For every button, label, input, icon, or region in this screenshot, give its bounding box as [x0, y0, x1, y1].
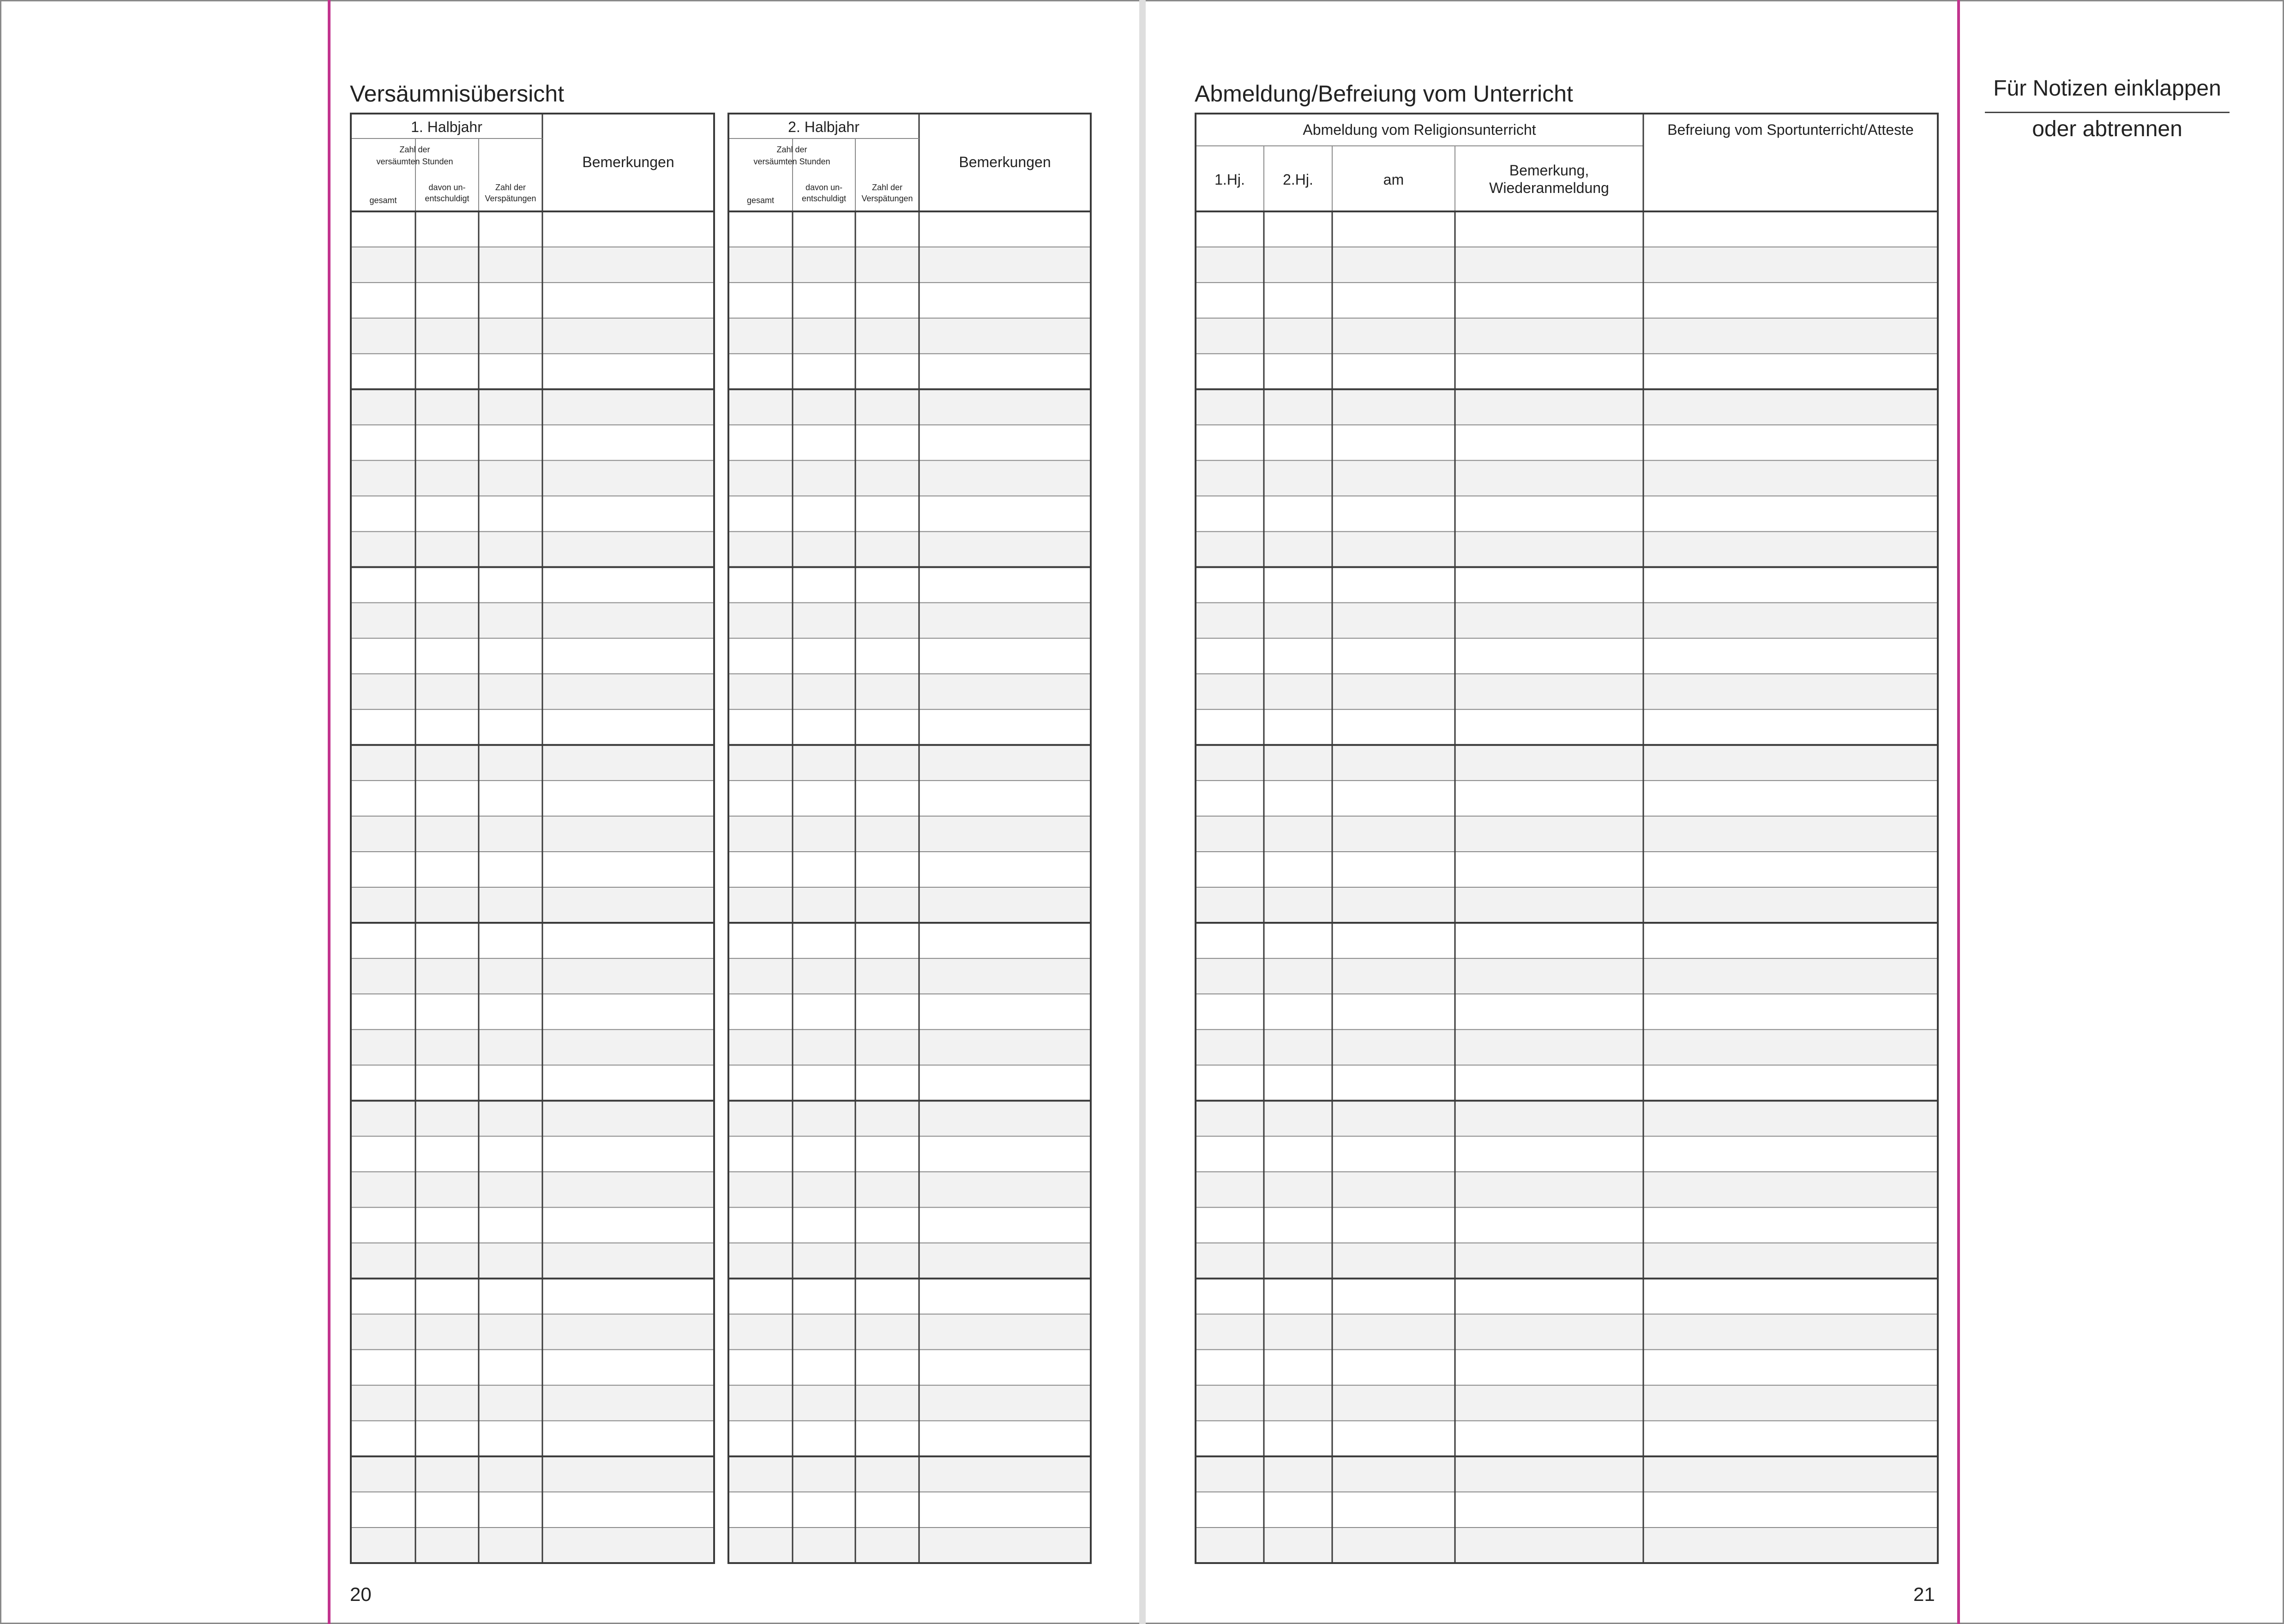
halfyear2-missed-hours-label: Zahl der	[776, 145, 807, 154]
halfyear2-zebra-row	[728, 958, 1091, 994]
halfyear2-zebra-row	[728, 1172, 1091, 1207]
halfyear2-zebra-row	[728, 1243, 1091, 1279]
halfyear1-missed-hours-label: versäumten Stunden	[376, 157, 453, 166]
col-hj1: 1.Hj.	[1214, 171, 1245, 188]
halfyear1-zebra-row	[351, 603, 714, 638]
halfyear2-halfyear-title: 2. Halbjahr	[788, 119, 860, 135]
halfyear1-zebra-row	[351, 674, 714, 710]
halfyear2-col-remarks: Bemerkungen	[959, 154, 1051, 170]
halfyear2-zebra-row	[728, 603, 1091, 638]
exemption-zebra-row	[1196, 1101, 1938, 1136]
exemption-zebra-row	[1196, 1172, 1938, 1207]
col-am: am	[1383, 171, 1404, 188]
halfyear2-zebra-row	[728, 674, 1091, 710]
halfyear2-zebra-row	[728, 318, 1091, 354]
halfyear2-missed-hours-label: versäumten Stunden	[753, 157, 830, 166]
religion-header: Abmeldung vom Religionsunterricht	[1303, 121, 1536, 138]
halfyear2-zebra-row	[728, 816, 1091, 852]
halfyear1-col-late: Zahl der	[495, 183, 526, 192]
exemption-zebra-row	[1196, 958, 1938, 994]
halfyear1-missed-hours-label: Zahl der	[399, 145, 430, 154]
halfyear1-halfyear-title: 1. Halbjahr	[411, 119, 482, 135]
halfyear1-zebra-row	[351, 745, 714, 781]
exemption-zebra-row	[1196, 603, 1938, 638]
halfyear1-col-total: gesamt	[369, 196, 397, 205]
exemption-zebra-row	[1196, 674, 1938, 710]
halfyear1-zebra-row	[351, 958, 714, 994]
exemption-zebra-row	[1196, 247, 1938, 283]
exemption-zebra-row	[1196, 318, 1938, 354]
exemption-zebra-row	[1196, 745, 1938, 781]
halfyear2-zebra-row	[728, 1314, 1091, 1350]
halfyear1-zebra-row	[351, 389, 714, 425]
exemption-zebra-row	[1196, 389, 1938, 425]
halfyear1-zebra-row	[351, 1101, 714, 1136]
halfyear2-zebra-row	[728, 1101, 1091, 1136]
halfyear2-zebra-row	[728, 1456, 1091, 1492]
halfyear2-zebra-row	[728, 389, 1091, 425]
exemption-zebra-row	[1196, 887, 1938, 923]
halfyear1-col-late: Verspätungen	[485, 194, 536, 203]
halfyear2-zebra-row	[728, 1029, 1091, 1065]
col-hj2: 2.Hj.	[1283, 171, 1313, 188]
halfyear1-zebra-row	[351, 460, 714, 496]
exemption-zebra-row	[1196, 531, 1938, 567]
halfyear1-zebra-row	[351, 1385, 714, 1421]
notes-flap-line1: Für Notizen einklappen	[1993, 76, 2221, 101]
exemption-zebra-row	[1196, 1456, 1938, 1492]
halfyear2-zebra-row	[728, 531, 1091, 567]
halfyear2-zebra-row	[728, 745, 1091, 781]
halfyear2-col-total: gesamt	[746, 196, 775, 205]
sports-header: Befreiung vom Sportunterricht/Atteste	[1667, 121, 1914, 138]
col-remark: Bemerkung,	[1509, 162, 1589, 179]
left-page-title: Versäumnisübersicht	[350, 81, 565, 107]
halfyear1-zebra-row	[351, 318, 714, 354]
halfyear2-col-unexcused: davon un-	[805, 183, 843, 192]
halfyear2-zebra-row	[728, 1385, 1091, 1421]
exemption-zebra-row	[1196, 1314, 1938, 1350]
notes-flap-line2: oder abtrennen	[2032, 117, 2182, 141]
page-number-right: 21	[1913, 1583, 1935, 1605]
halfyear2-zebra-row	[728, 887, 1091, 923]
halfyear2-col-late: Verspätungen	[861, 194, 913, 203]
halfyear2-zebra-row	[728, 1528, 1091, 1563]
exemption-zebra-row	[1196, 816, 1938, 852]
halfyear1-zebra-row	[351, 1172, 714, 1207]
page-number-left: 20	[350, 1583, 372, 1605]
halfyear1-col-unexcused: davon un-	[428, 183, 466, 192]
halfyear1-col-unexcused: entschuldigt	[425, 194, 469, 203]
col-remark: Wiederanmeldung	[1489, 180, 1609, 196]
halfyear2-col-late: Zahl der	[872, 183, 903, 192]
exemption-zebra-row	[1196, 1243, 1938, 1279]
halfyear1-zebra-row	[351, 1456, 714, 1492]
halfyear1-col-remarks: Bemerkungen	[582, 154, 674, 170]
halfyear2-col-unexcused: entschuldigt	[801, 194, 847, 203]
halfyear2-zebra-row	[728, 247, 1091, 283]
halfyear1-zebra-row	[351, 1243, 714, 1279]
halfyear1-zebra-row	[351, 1528, 714, 1563]
right-page-title: Abmeldung/Befreiung vom Unterricht	[1195, 81, 1573, 107]
exemption-zebra-row	[1196, 1385, 1938, 1421]
halfyear1-zebra-row	[351, 816, 714, 852]
halfyear1-zebra-row	[351, 247, 714, 283]
halfyear1-zebra-row	[351, 1314, 714, 1350]
halfyear2-zebra-row	[728, 460, 1091, 496]
exemption-zebra-row	[1196, 1029, 1938, 1065]
halfyear1-zebra-row	[351, 1029, 714, 1065]
exemption-zebra-row	[1196, 460, 1938, 496]
halfyear1-zebra-row	[351, 887, 714, 923]
halfyear1-zebra-row	[351, 531, 714, 567]
exemption-zebra-row	[1196, 1528, 1938, 1563]
